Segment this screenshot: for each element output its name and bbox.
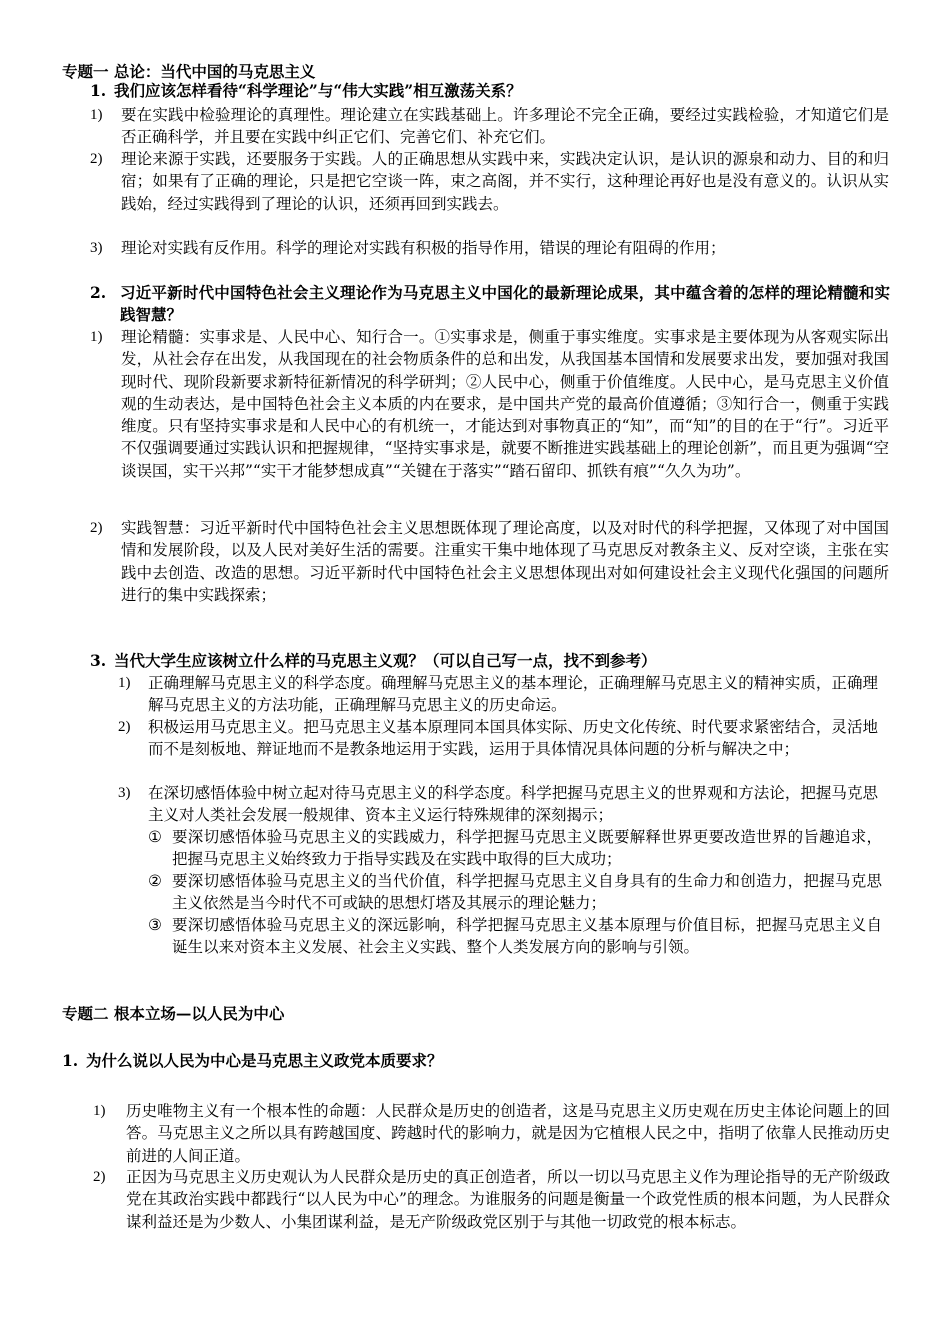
item-number: 3) — [90, 240, 103, 256]
sub-item — [148, 826, 882, 871]
item-number: 1) — [118, 675, 131, 691]
item-number: 1) — [90, 107, 103, 123]
item-number: 2) — [90, 520, 103, 536]
answer-item: 实践智慧：习近平新时代中国特色社会主义思想既体现了理论高度，以及对时代的科学把握，又体现了对中国国情和发展阶段，以及人民对美好生活的需要。注重实干集中地体现了马克思反对教条主义、反对空谈，主张在实践中去创造、改造的思想。习近平新时代中国特色社会主义思想体现出对如何建设社会主义现代化强国的问题所进行的集中实践探索； — [121, 519, 889, 604]
sub-item-text: 要深切感悟体验马克思主义的深远影响，科学把握马克思主义基本原理与价值目标，把握马克思主义自诞生以来对资本主义发展、社会主义实践、整个人类发展方向的影响与引领。 — [172, 916, 882, 957]
sub-item-mark: ③ — [148, 916, 162, 934]
answer-item: 理论对实践有反作用。科学的理论对实践有积极的指导作用，错误的理论有阻碍的作用； — [121, 239, 726, 257]
sub-item-mark: ① — [148, 828, 162, 846]
item-number: 2) — [118, 719, 131, 735]
answer-item: 历史唯物主义有一个根本性的命题：人民群众是历史的创造者，这是马克思主义历史观在历史主体论问题上的回答。马克思主义之所以具有跨越国度、跨越时代的影响力，就是因为它植根人民之中，指明了依靠人民推动历史前进的人间正道。 — [126, 1102, 890, 1165]
topic2-question-1 — [62, 1050, 882, 1072]
answer-item: 理论精髓：实事求是、人民中心、知行合一。①实事求是，侧重于事实维度。实事求是主要体现为从客观实际出发，从社会存在出发，从我国现在的社会物质条件的总和出发，从我国基本国情和发展要求出发，要加强对我国现时代、现阶段新要求新特征新情况的科学研判；②人民中心，侧重于价值维度。人民中心，是马克思主义价值观的生动表达，是中国特色社会主义本质的内在要求，是中国共产党的最高价值遵循；③知行合一，侧重于实践维度。只有坚持实事求是和人民中心的有机统一，才能达到对事物真正的“知”，而“知”的目的在于“行”。习近平不仅强调要通过实践认识和把握规律，“坚持实事求是，就要不断推进实践基础上的理论创新”，而且更为强调“空谈误国，实干兴邦”“实干才能梦想成真”“关键在于落实”“踏石留印、抓铁有痕”“久久为功”。 — [121, 328, 889, 480]
sub-item-text: 要深切感悟体验马克思主义的当代价值，科学把握马克思主义自身具有的生命力和创造力，把握马克思主义依然是当今时代不可或缺的思想灯塔及其展示的理论魅力； — [172, 872, 882, 913]
answer-item: 正确理解马克思主义的科学态度。确理解马克思主义的基本理论，正确理解马克思主义的精神实质，正确理解马克思主义的方法功能，正确理解马克思主义的历史命运。 — [148, 674, 878, 715]
item-number: 1) — [90, 329, 103, 345]
item-number: 3) — [118, 785, 131, 801]
sub-item — [148, 914, 882, 959]
question-text: 我们应该怎样看待“科学理论”与“伟大实践”相互激荡关系？ — [114, 81, 522, 100]
topic2-title: 专题二 根本立场—以人民为中心 — [62, 1004, 285, 1023]
answer-item: 正因为马克思主义历史观认为人民群众是历史的真正创造者，所以一切以马克思主义作为理论指导的无产阶级政党在其政治实践中都践行“以人民为中心”的理念。为谁服务的问题是衡量一个政党性质的根本问题，为人民群众谋利益还是为少数人、小集团谋利益，是无产阶级政党区别于与其他一切政党的根本标志。 — [126, 1168, 890, 1231]
topic1-title: 专题一 总论：当代中国的马克思主义 — [62, 62, 316, 81]
sub-item-mark: ② — [148, 872, 162, 890]
item-number: 2) — [93, 1169, 106, 1185]
answer-item: 要在实践中检验理论的真理性。理论建立在实践基础上。许多理论不完全正确，要经过实践检验，才知道它们是否正确科学，并且要在实践中纠正它们、完善它们、补充它们。 — [121, 106, 889, 147]
answer-item: 积极运用马克思主义。把马克思主义基本原理同本国具体实际、历史文化传统、时代要求紧密结合，灵活地而不是刻板地、辩证地而不是教条地运用于实践，运用于具体情况具体问题的分析与解决之中； — [148, 718, 878, 759]
question-number: 2. — [90, 283, 107, 302]
topic1-question-1 — [90, 80, 890, 102]
topic1-question-3 — [90, 650, 890, 672]
item-number: 1) — [93, 1103, 106, 1119]
sub-item — [148, 870, 882, 915]
question-number: 3. — [90, 651, 107, 670]
sub-item-text: 要深切感悟体验马克思主义的实践威力，科学把握马克思主义既要解释世界更要改造世界的旨趣追求，把握马克思主义始终致力于指导实践及在实践中取得的巨大成功； — [172, 828, 882, 869]
question-text: 习近平新时代中国特色社会主义理论作为马克思主义中国化的最新理论成果，其中蕴含着的怎样的理论精髓和实践智慧？ — [120, 283, 890, 324]
question-number: 1. — [62, 1051, 79, 1070]
answer-item: 在深切感悟体验中树立起对待马克思主义的科学态度。科学把握马克思主义的世界观和方法论，把握马克思主义对人类社会发展一般规律、资本主义运行特殊规律的深刻揭示； — [148, 784, 878, 825]
question-number: 1. — [90, 81, 107, 100]
topic1-question-2 — [90, 282, 890, 326]
item-number: 2) — [90, 151, 103, 167]
answer-item: 理论来源于实践，还要服务于实践。人的正确思想从实践中来，实践决定认识，是认识的源泉和动力、目的和归宿；如果有了正确的理论，只是把它空谈一阵，束之高阁，并不实行，这种理论再好也是没有意义的。认识从实践始，经过实践得到了理论的认识，还须再回到实践去。 — [121, 150, 889, 213]
question-text: 当代大学生应该树立什么样的马克思主义观？（可以自己写一点，找不到参考） — [114, 651, 657, 670]
question-text: 为什么说以人民为中心是马克思主义政党本质要求？ — [86, 1051, 443, 1070]
